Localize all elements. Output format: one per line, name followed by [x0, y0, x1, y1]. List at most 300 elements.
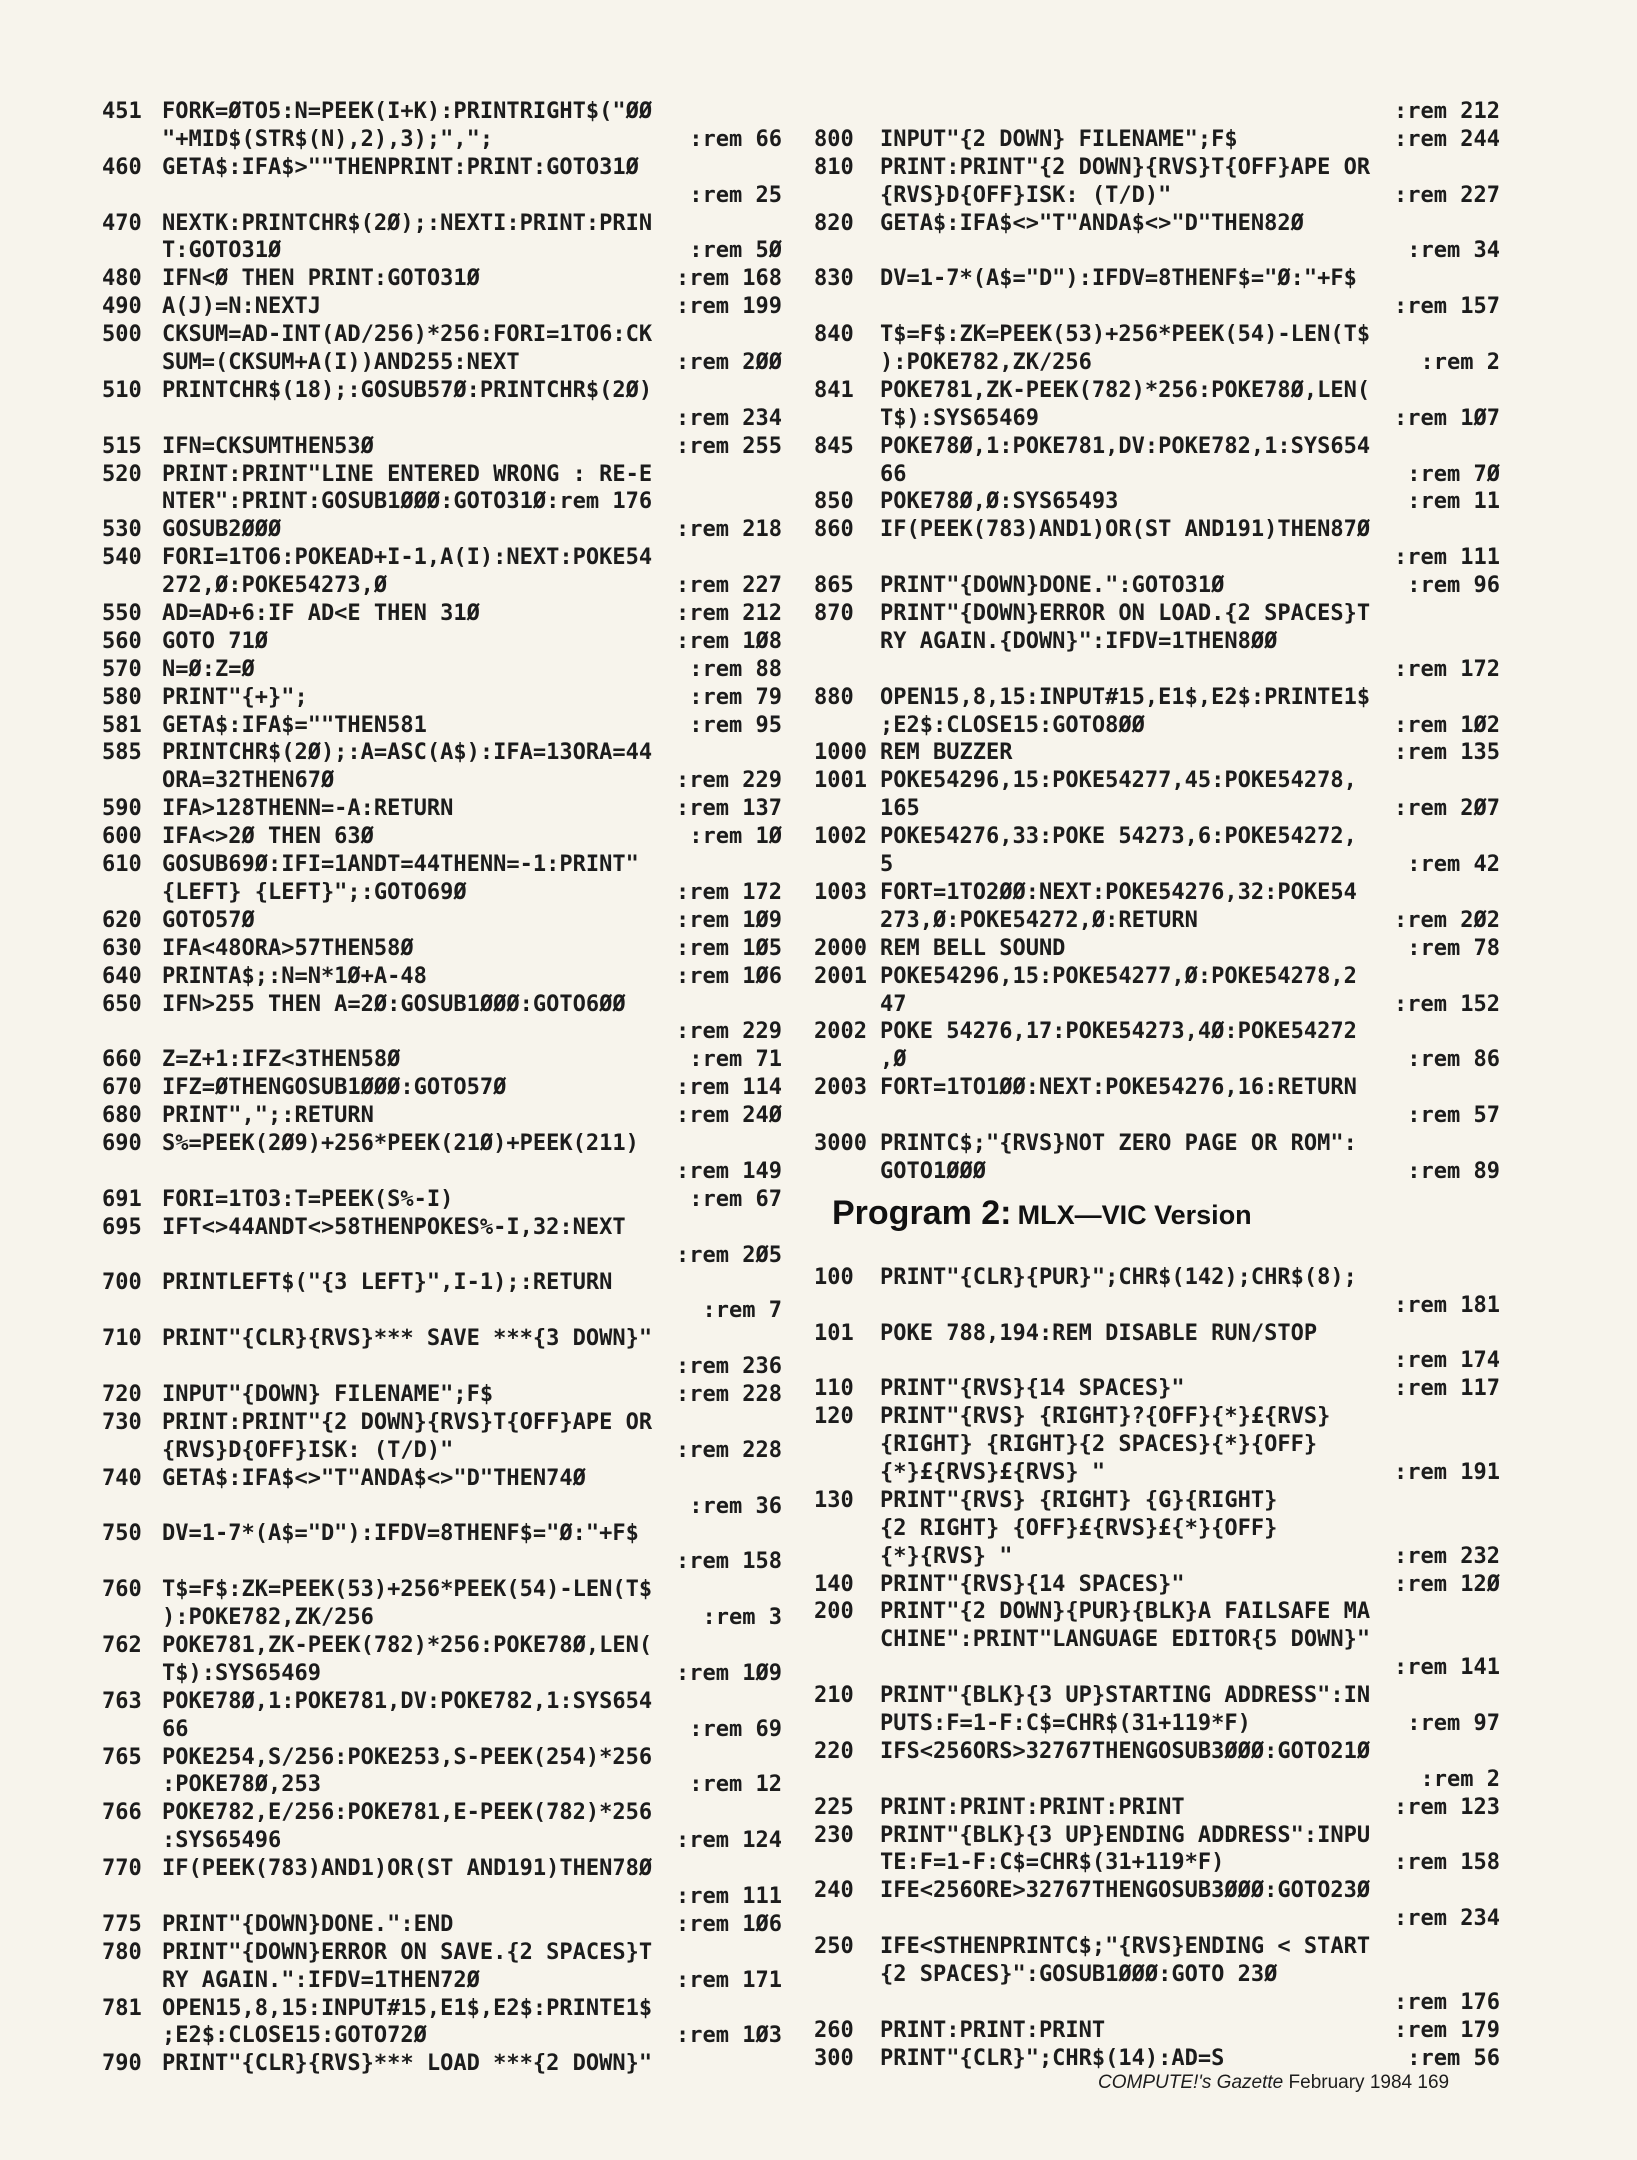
code-line: [832, 1626, 1500, 1654]
code-line: [102, 1632, 782, 1660]
code-line: [814, 210, 1500, 238]
code-text: GOTO 71Ø: [162, 628, 268, 654]
line-number: 585: [102, 740, 142, 766]
code-line: [102, 1242, 782, 1270]
code-line: [102, 544, 782, 572]
code-line: [814, 516, 1500, 544]
code-text: POKE78Ø,1:POKE781,DV:POKE782,1:SYS654: [162, 1688, 653, 1714]
rem-checksum: :rem 212: [1394, 99, 1500, 124]
line-number: 120: [814, 1404, 854, 1430]
code-text: NTER":PRINT:GOSUB1ØØØ:GOTO31Ø:rem 176: [162, 489, 653, 515]
code-line: [102, 712, 782, 740]
code-line: [102, 461, 782, 489]
code-line: [102, 684, 782, 712]
code-line: [102, 1911, 782, 1939]
code-line: [832, 991, 1500, 1019]
line-number: 581: [102, 712, 142, 738]
code-text: {LEFT} {LEFT}";:GOTO69Ø: [162, 879, 467, 905]
code-line: [814, 321, 1500, 349]
line-number: 650: [102, 991, 142, 1017]
rem-checksum: :rem 229: [676, 1019, 782, 1045]
code-text: {RIGHT} {RIGHT}{2 SPACES}{*}{OFF}: [880, 1432, 1318, 1458]
code-line: [814, 1487, 1500, 1515]
rem-checksum: :rem 12Ø: [1394, 1571, 1500, 1597]
code-text: T$=F$:ZK=PEEK(53)+256*PEEK(54)-LEN(T$: [880, 322, 1371, 348]
code-line: [102, 1102, 782, 1130]
code-line: [102, 991, 782, 1019]
code-line: [102, 1269, 782, 1297]
code-text: GETA$:IFA$=""THEN581: [162, 712, 427, 738]
rem-checksum: :rem 1Ø5: [676, 935, 782, 961]
line-number: 860: [814, 517, 854, 543]
code-text: IFN<Ø THEN PRINT:GOTO31Ø: [162, 266, 480, 292]
rem-checksum: :rem 135: [1394, 740, 1500, 766]
line-number: 220: [814, 1738, 854, 1764]
line-number: 515: [102, 433, 142, 459]
rem-checksum: :rem 3: [702, 1605, 782, 1631]
rem-checksum: :rem 5Ø: [689, 238, 782, 264]
code-text: IFA<48ORA>57THEN58Ø: [162, 935, 414, 961]
line-number: 640: [102, 963, 142, 989]
line-number: 750: [102, 1521, 142, 1547]
line-number: 770: [102, 1856, 142, 1882]
line-number: 3000: [814, 1130, 867, 1156]
code-text: GOSUB2ØØØ: [162, 517, 282, 543]
line-number: 570: [102, 656, 142, 682]
code-text: POKE54276,33:POKE 54273,6:POKE54272,: [880, 824, 1357, 850]
code-text: IFT<>44ANDT<>58THENPOKES%-I,32:NEXT: [162, 1214, 626, 1240]
code-line: [814, 1877, 1500, 1905]
code-line: [102, 851, 782, 879]
page-footer: [1098, 2072, 1449, 2094]
rem-checksum: :rem 191: [1394, 1459, 1500, 1485]
code-line: [832, 461, 1500, 489]
code-line: [832, 237, 1500, 265]
line-number: 240: [814, 1878, 854, 1904]
rem-checksum: :rem 2Ø2: [1394, 907, 1500, 933]
code-line: [832, 1543, 1500, 1571]
line-number: 763: [102, 1688, 142, 1714]
code-line: [102, 1604, 782, 1632]
code-text: N=Ø:Z=Ø: [162, 656, 255, 682]
code-line: [814, 1403, 1500, 1431]
code-text: PRINT:PRINT"{2 DOWN}{RVS}T{OFF}APE OR: [880, 154, 1371, 180]
line-number: 101: [814, 1320, 854, 1346]
code-line: [832, 98, 1500, 126]
code-line: [102, 1046, 782, 1074]
code-line: [102, 1799, 782, 1827]
code-text: ORA=32THEN67Ø: [162, 768, 335, 794]
rem-checksum: :rem 172: [676, 879, 782, 905]
code-line: [102, 1771, 782, 1799]
code-text: ;E2$:CLOSE15:GOTO72Ø: [162, 2023, 427, 2049]
rem-checksum: :rem 89: [1407, 1158, 1500, 1184]
rem-checksum: :rem 1Ø6: [676, 963, 782, 989]
line-number: 2001: [814, 963, 867, 989]
code-line: [102, 265, 782, 293]
code-line: [102, 1409, 782, 1437]
rem-checksum: :rem 152: [1394, 991, 1500, 1017]
code-line: [832, 1046, 1500, 1074]
code-line: [832, 1292, 1500, 1320]
line-number: 820: [814, 210, 854, 236]
rem-checksum: :rem 111: [1394, 545, 1500, 571]
code-text: :POKE78Ø,253: [162, 1772, 321, 1798]
rem-checksum: :rem 11: [1407, 489, 1500, 515]
code-line: [814, 1822, 1500, 1850]
code-line: [102, 1297, 782, 1325]
code-text: POKE78Ø,Ø:SYS65493: [880, 489, 1119, 515]
rem-checksum: :rem 1Ø2: [1394, 712, 1500, 738]
code-text: T$=F$:ZK=PEEK(53)+256*PEEK(54)-LEN(T$: [162, 1577, 653, 1603]
rem-checksum: :rem 117: [1394, 1376, 1500, 1402]
code-line: [102, 2022, 782, 2050]
line-number: 865: [814, 573, 854, 599]
rem-checksum: :rem 158: [676, 1549, 782, 1575]
code-line: [814, 1264, 1500, 1292]
code-line: [832, 1654, 1500, 1682]
code-text: IFS<256ORS>32767THENGOSUB3ØØØ:GOTO21Ø: [880, 1738, 1371, 1764]
line-number: 760: [102, 1577, 142, 1603]
line-number: 260: [814, 2017, 854, 2043]
code-line: [102, 516, 782, 544]
rem-checksum: :rem 141: [1394, 1655, 1500, 1681]
code-text: PRINT"{DOWN}ERROR ON LOAD.{2 SPACES}T: [880, 601, 1371, 627]
code-text: OPEN15,8,15:INPUT#15,E1$,E2$:PRINTE1$: [880, 684, 1371, 710]
code-line: [814, 684, 1500, 712]
code-text: INPUT"{2 DOWN} FILENAME";F$: [880, 126, 1238, 152]
code-text: ;E2$:CLOSE15:GOTO8ØØ: [880, 712, 1145, 738]
code-line: [814, 433, 1500, 461]
line-number: 800: [814, 126, 854, 152]
code-text: 66: [880, 461, 907, 487]
rem-checksum: :rem 57: [1407, 1103, 1500, 1129]
rem-checksum: :rem 1Ø6: [676, 1911, 782, 1937]
code-text: PRINT"{RVS}{14 SPACES}": [880, 1376, 1185, 1402]
line-number: 110: [814, 1376, 854, 1402]
line-number: 540: [102, 545, 142, 571]
line-number: 845: [814, 433, 854, 459]
code-line: [102, 1744, 782, 1772]
line-number: 780: [102, 1939, 142, 1965]
code-line: [102, 795, 782, 823]
code-text: IF(PEEK(783)AND1)OR(ST AND191)THEN78Ø: [162, 1856, 653, 1882]
rem-checksum: :rem 234: [676, 405, 782, 431]
code-line: [102, 1520, 782, 1548]
code-line: [814, 1320, 1500, 1348]
code-text: PUTS:F=1-F:C$=CHR$(31+119*F): [880, 1710, 1251, 1736]
rem-checksum: :rem 42: [1407, 852, 1500, 878]
line-number: 781: [102, 1995, 142, 2021]
rem-checksum: :rem 229: [676, 768, 782, 794]
code-line: [102, 1548, 782, 1576]
code-text: 47: [880, 991, 907, 1017]
code-line: [832, 628, 1500, 656]
line-number: 830: [814, 266, 854, 292]
code-line: [102, 572, 782, 600]
line-number: 790: [102, 2051, 142, 2077]
line-number: 2003: [814, 1075, 867, 1101]
rem-checksum: :rem 25: [689, 182, 782, 208]
code-text: {*}{RVS} ": [880, 1543, 1013, 1569]
code-line: [814, 1933, 1500, 1961]
code-text: POKE 788,194:REM DISABLE RUN/STOP: [880, 1320, 1318, 1346]
code-text: GETA$:IFA$<>"T"ANDA$<>"D"THEN82Ø: [880, 210, 1304, 236]
line-number: 510: [102, 377, 142, 403]
code-line: [102, 210, 782, 238]
code-line: [102, 1716, 782, 1744]
code-text: PRINTC$;"{RVS}NOT ZERO PAGE OR ROM":: [880, 1130, 1357, 1156]
rem-checksum: :rem 71: [689, 1047, 782, 1073]
code-line: [814, 488, 1500, 516]
code-line: [102, 1381, 782, 1409]
code-line: [814, 823, 1500, 851]
line-number: 840: [814, 322, 854, 348]
rem-checksum: :rem 24Ø: [676, 1103, 782, 1129]
code-line: [102, 1995, 782, 2023]
rem-checksum: :rem 244: [1394, 126, 1500, 152]
code-text: POKE782,E/256:POKE781,E-PEEK(782)*256: [162, 1800, 653, 1826]
code-line: [814, 1018, 1500, 1046]
line-number: 880: [814, 684, 854, 710]
line-number: 841: [814, 377, 854, 403]
code-text: FORI=1TO6:POKEAD+I-1,A(I):NEXT:POKE54: [162, 545, 653, 571]
code-line: [102, 1939, 782, 1967]
code-text: FORT=1TO2ØØ:NEXT:POKE54276,32:POKE54: [880, 879, 1357, 905]
line-number: 590: [102, 796, 142, 822]
code-text: GOTO57Ø: [162, 907, 255, 933]
rem-checksum: :rem 56: [1407, 2045, 1500, 2071]
code-line: [832, 405, 1500, 433]
code-line: [102, 1018, 782, 1046]
code-text: PRINT"{CLR}";CHR$(14):AD=S: [880, 2045, 1225, 2071]
rem-checksum: :rem 7: [702, 1298, 782, 1324]
code-text: ):POKE782,ZK/256: [162, 1605, 374, 1631]
code-text: PRINT"{DOWN}DONE.":GOTO31Ø: [880, 573, 1225, 599]
code-line: [814, 963, 1500, 991]
line-number: 451: [102, 99, 142, 124]
code-text: {RVS}D{OFF}ISK: (T/D)": [162, 1437, 454, 1463]
rem-checksum: :rem 111: [676, 1884, 782, 1909]
code-text: {2 SPACES}":GOSUB1ØØØ:GOTO 23Ø: [880, 1962, 1278, 1987]
rem-checksum: :rem 176: [1394, 1989, 1500, 2015]
code-text: RY AGAIN.{DOWN}":IFDV=1THEN8ØØ: [880, 628, 1278, 654]
code-line: [832, 1766, 1500, 1794]
left-code-lines: [102, 98, 782, 2078]
code-line: [102, 823, 782, 851]
code-text: SUM=(CKSUM+A(I))AND255:NEXT: [162, 350, 520, 376]
code-text: {*}£{RVS}£{RVS} ": [880, 1459, 1106, 1485]
rem-checksum: :rem 1Ø9: [676, 1660, 782, 1686]
code-text: 165: [880, 796, 920, 822]
code-line: [102, 405, 782, 433]
line-number: 2002: [814, 1019, 867, 1045]
code-text: IFA>128THENN=-A:RETURN: [162, 796, 454, 822]
code-line: [832, 907, 1500, 935]
code-text: AD=AD+6:IF AD<E THEN 31Ø: [162, 601, 480, 627]
code-line: [102, 1688, 782, 1716]
code-text: POKE 54276,17:POKE54273,4Ø:POKE54272: [880, 1019, 1357, 1045]
rem-checksum: :rem 88: [689, 656, 782, 682]
code-text: POKE54296,15:POKE54277,45:POKE54278,: [880, 768, 1357, 794]
line-number: 480: [102, 266, 142, 292]
code-text: GOSUB69Ø:IFI=1ANDT=44THENN=-1:PRINT": [162, 852, 639, 878]
code-text: POKE781,ZK-PEEK(782)*256:POKE78Ø,LEN(: [162, 1632, 653, 1658]
rem-checksum: :rem 123: [1394, 1794, 1500, 1820]
code-line: [832, 1849, 1500, 1877]
code-line: [814, 126, 1500, 154]
code-text: REM BELL SOUND: [880, 935, 1066, 961]
code-text: T:GOTO31Ø: [162, 238, 282, 264]
code-line: [832, 656, 1500, 684]
code-text: CHINE":PRINT"LANGUAGE EDITOR{5 DOWN}": [880, 1627, 1371, 1653]
code-line: [814, 2045, 1500, 2073]
code-line: [832, 1347, 1500, 1375]
code-text: DV=1-7*(A$="D"):IFDV=8THENF$="Ø:"+F$: [162, 1521, 639, 1547]
rem-checksum: :rem 228: [676, 1381, 782, 1407]
line-number: 762: [102, 1632, 142, 1658]
code-line: [102, 154, 782, 182]
code-text: FORT=1TO1ØØ:NEXT:POKE54276,16:RETURN: [880, 1075, 1357, 1101]
rem-checksum: :rem 1Ø8: [676, 628, 782, 654]
code-line: [832, 1158, 1500, 1186]
code-text: DV=1-7*(A$="D"):IFDV=8THENF$="Ø:"+F$: [880, 266, 1357, 292]
code-line: [102, 433, 782, 461]
line-number: 550: [102, 601, 142, 627]
code-text: IFN>255 THEN A=2Ø:GOSUB1ØØØ:GOTO6ØØ: [162, 991, 626, 1017]
code-line: [814, 879, 1500, 907]
code-line: [102, 126, 782, 154]
rem-checksum: :rem 255: [676, 433, 782, 459]
rem-checksum: :rem 171: [676, 1967, 782, 1993]
code-line: [102, 1883, 782, 1911]
code-text: POKE54296,15:POKE54277,Ø:POKE54278,2: [880, 963, 1357, 989]
rem-checksum: :rem 69: [689, 1716, 782, 1742]
code-line: [102, 2050, 782, 2078]
program-title: MLX—VIC Version: [1017, 1199, 1252, 1230]
line-number: 870: [814, 601, 854, 627]
rem-checksum: :rem 157: [1394, 294, 1500, 320]
code-text: IFZ=ØTHENGOSUB1ØØØ:GOTO57Ø: [162, 1075, 507, 1101]
code-line: [102, 237, 782, 265]
rem-checksum: :rem 66: [689, 126, 782, 152]
code-line: [102, 1855, 782, 1883]
rem-checksum: :rem 174: [1394, 1348, 1500, 1374]
line-number: 775: [102, 1911, 142, 1937]
line-number: 520: [102, 461, 142, 487]
code-line: [102, 1465, 782, 1493]
code-text: 272,Ø:POKE54273,Ø: [162, 573, 388, 599]
rem-checksum: :rem 1Ø3: [676, 2023, 782, 2049]
code-line: [102, 1158, 782, 1186]
code-line: [102, 656, 782, 684]
code-line: [102, 963, 782, 991]
code-line: [102, 377, 782, 405]
code-text: GOTO1ØØØ: [880, 1158, 986, 1184]
code-text: INPUT"{DOWN} FILENAME";F$: [162, 1381, 494, 1407]
code-line: [102, 1493, 782, 1521]
code-line: [102, 488, 782, 516]
footer-page-number: 169: [1417, 2072, 1450, 2093]
code-text: PRINT:PRINT"{2 DOWN}{RVS}T{OFF}APE OR: [162, 1409, 653, 1435]
rem-checksum: :rem 96: [1407, 573, 1500, 599]
code-line: [832, 1961, 1500, 1989]
code-line: [814, 1682, 1500, 1710]
code-line: [102, 1074, 782, 1102]
code-line: [102, 1967, 782, 1995]
code-line: [814, 767, 1500, 795]
code-line: [102, 767, 782, 795]
code-text: IFN=CKSUMTHEN53Ø: [162, 433, 374, 459]
code-line: [814, 935, 1500, 963]
right-code-column: [814, 98, 1500, 2073]
code-line: [832, 1459, 1500, 1487]
line-number: 766: [102, 1800, 142, 1826]
line-number: 250: [814, 1934, 854, 1960]
line-number: 670: [102, 1075, 142, 1101]
code-line: [814, 265, 1500, 293]
code-line: [814, 1598, 1500, 1626]
code-text: FORI=1TO3:T=PEEK(S%-I): [162, 1186, 454, 1212]
line-number: 700: [102, 1270, 142, 1296]
code-line: [102, 1186, 782, 1214]
code-text: T$):SYS65469: [880, 405, 1039, 431]
code-text: 66: [162, 1716, 189, 1742]
code-line: [832, 795, 1500, 823]
code-text: 5: [880, 852, 894, 878]
code-text: PRINTA$;:N=N*1Ø+A-48: [162, 963, 427, 989]
code-text: PRINT:PRINT:PRINT: [880, 2017, 1106, 2043]
code-line: [102, 1827, 782, 1855]
code-text: PRINT:PRINT:PRINT:PRINT: [880, 1794, 1185, 1820]
line-number: 1001: [814, 768, 867, 794]
line-number: 610: [102, 852, 142, 878]
program-heading: [832, 1193, 1500, 1254]
code-line: [832, 1102, 1500, 1130]
code-line: [832, 851, 1500, 879]
rem-checksum: :rem 124: [676, 1828, 782, 1854]
code-text: OPEN15,8,15:INPUT#15,E1$,E2$:PRINTE1$: [162, 1995, 653, 2021]
code-line: [814, 154, 1500, 182]
code-line: [102, 349, 782, 377]
rem-checksum: :rem 1Ø7: [1394, 405, 1500, 431]
code-text: PRINT"{2 DOWN}{PUR}{BLK}A FAILSAFE MA: [880, 1599, 1371, 1625]
code-line: [102, 293, 782, 321]
code-line: [102, 1325, 782, 1353]
rem-checksum: :rem 2ØØ: [676, 350, 782, 376]
rem-checksum: :rem 1Ø9: [676, 907, 782, 933]
code-line: [832, 712, 1500, 740]
rem-checksum: :rem 79: [689, 684, 782, 710]
rem-checksum: :rem 199: [676, 294, 782, 320]
rem-checksum: :rem 212: [676, 601, 782, 627]
rem-checksum: :rem 218: [676, 517, 782, 543]
line-number: 600: [102, 824, 142, 850]
line-number: 630: [102, 935, 142, 961]
rem-checksum: :rem 12: [689, 1772, 782, 1798]
line-number: 695: [102, 1214, 142, 1240]
rem-checksum: :rem 2: [1420, 1766, 1500, 1792]
code-text: RY AGAIN.":IFDV=1THEN72Ø: [162, 1967, 480, 1993]
code-text: IFE<STHENPRINTC$;"{RVS}ENDING < START: [880, 1934, 1371, 1960]
rem-checksum: :rem 1Ø: [689, 824, 782, 850]
line-number: 500: [102, 322, 142, 348]
line-number: 730: [102, 1409, 142, 1435]
code-line: [102, 739, 782, 767]
code-text: IFA<>2Ø THEN 63Ø: [162, 824, 374, 850]
code-line: [814, 1571, 1500, 1599]
line-number: 1000: [814, 740, 867, 766]
